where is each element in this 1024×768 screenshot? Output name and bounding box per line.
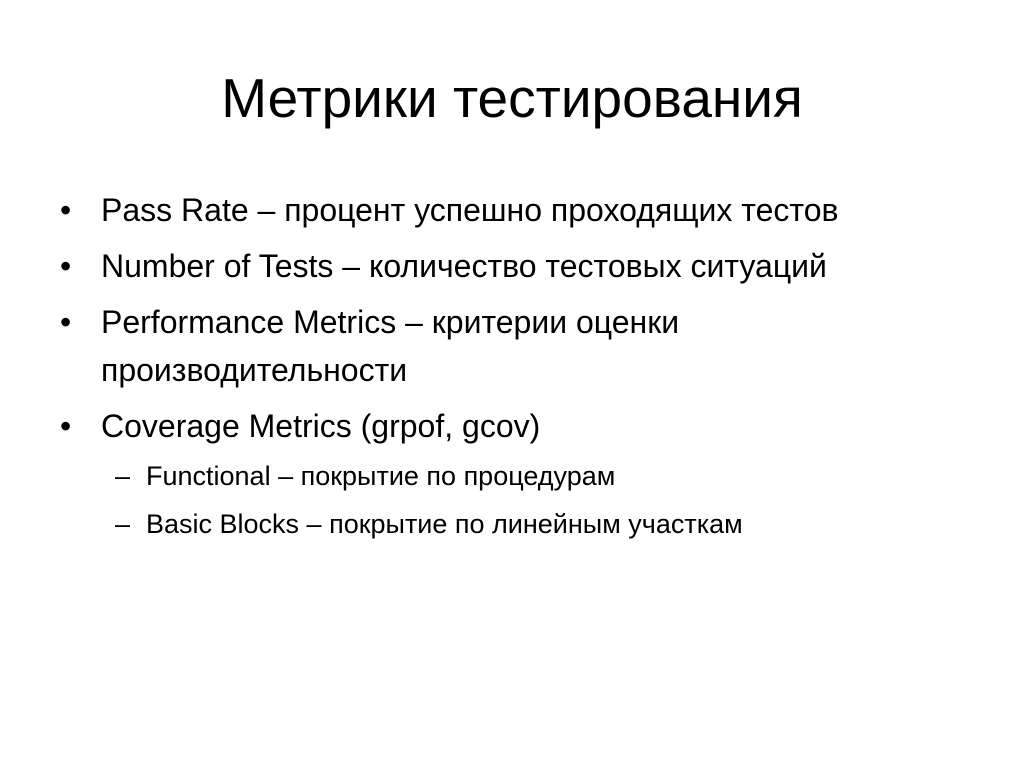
- bullet-marker: •: [60, 408, 72, 444]
- bullet-marker: •: [60, 248, 72, 284]
- sub-item-text: Basic Blocks – покрытие по линейным участкам: [146, 509, 743, 539]
- bullet-pass-rate: [56, 186, 956, 234]
- bullet-coverage-metrics: [56, 402, 956, 548]
- bullet-performance-metrics: [56, 298, 956, 394]
- bullet-number-of-tests: [56, 242, 956, 290]
- bullet-marker: •: [60, 304, 72, 340]
- sub-item-basic-blocks: [101, 500, 956, 548]
- bullet-text: Coverage Metrics (grpof, gcov): [101, 408, 541, 444]
- sub-item-text: Functional – покрытие по процедурам: [146, 461, 616, 491]
- sub-list: [101, 452, 956, 548]
- bullet-text: Number of Tests – количество тестовых ситуаций: [101, 248, 827, 284]
- sub-bullet-marker: –: [115, 509, 131, 539]
- sub-bullet-marker: –: [115, 461, 131, 491]
- sub-item-functional: [101, 452, 956, 500]
- bullet-list: [56, 186, 956, 556]
- bullet-text: Performance Metrics – критерии оценки производительности: [101, 304, 680, 388]
- bullet-marker: •: [60, 192, 72, 228]
- bullet-text: Pass Rate – процент успешно проходящих тестов: [101, 192, 839, 228]
- slide-title: Метрики тестирования: [221, 67, 803, 129]
